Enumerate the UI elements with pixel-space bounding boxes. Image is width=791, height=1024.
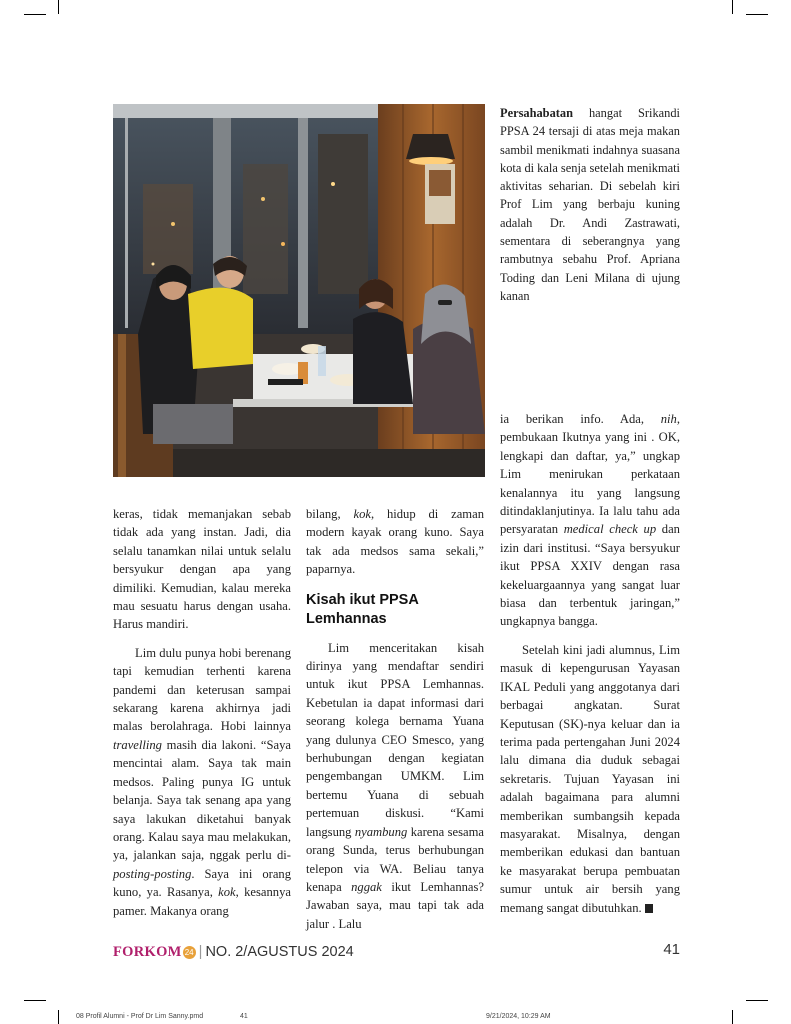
paragraph — [306, 639, 484, 934]
brand-badge: 24 — [183, 946, 196, 959]
text-column-1 — [113, 505, 291, 920]
italic-term: kok — [353, 507, 371, 521]
text-run: bilang, — [306, 507, 354, 521]
photo-caption — [500, 104, 680, 305]
issue-label: NO. 2/AGUSTUS 2024 — [205, 944, 354, 960]
group-dinner-photo — [113, 104, 485, 477]
italic-term: kok — [218, 885, 236, 900]
crop-mark — [24, 1000, 46, 1001]
paragraph — [306, 505, 484, 579]
text-run: , kesannya pamer. Makanya orang — [113, 885, 291, 918]
paragraph — [500, 641, 680, 917]
magazine-brand: FORKOM — [113, 944, 182, 960]
text-run: Setelah kini jadi alumnus, Lim masuk di kepengurusan Yayasan IKAL Peduli yang anggotanya dari berbagai angkatan. Surat Keputusan (SK)-nya keluar dan ia terima pada pertengahan Juni 2024 lalu dimana dia duduk sebagai sekretaris. Tujuan Yayasan ini adalah bagaimana para alumni memberikan sumbangsih kepada masyarakat. Misalnya, dengan memberikan edukasi dan bantuan ke masyarakat berupa pembuatan sumur untuk air bersih yang memang sangat dibutuhkan. — [500, 642, 680, 915]
crop-mark — [58, 1010, 59, 1024]
italic-term: nggak — [351, 879, 382, 894]
text-run: . Saya ini orang kuno, ya. Rasanya, — [113, 866, 291, 900]
italic-term: nih — [660, 412, 677, 426]
text-run: , hidup di zaman modern kayak orang kuno. Saya tak ada medsos sama sekali,” paparnya. — [306, 507, 484, 577]
paragraph — [113, 644, 291, 920]
crop-mark — [732, 0, 733, 14]
text-run: masih dia lakoni. “Saya mencintai alam. Saya tak main medsos. Paling punya IG untuk belanja. Saya tak senang apa yang saya lakukan diketahui banyak orang. Kalau saya mau melakukan, ya, jalankan saja, nggak perlu di- — [113, 737, 291, 863]
crop-mark — [58, 0, 59, 14]
text-run: , pembukaan Ikutnya yang ini . OK, lengkapi dan daftar, ya,” ungkap Lim menirukan perkataan kenalannya itu yang langsung ditindaklanjutinya. Ia lalu tahu ada persyaratan — [500, 412, 680, 537]
section-subheading: Kisah ikut PPSA Lemhannas — [306, 591, 419, 627]
text-run: ikut Lemhannas? Jawaban saya, mau tapi tak ada jalur . Lalu — [306, 879, 485, 931]
slug-page: 41 — [240, 1013, 248, 1020]
footer-separator: | — [198, 944, 203, 960]
slug-date: 9/21/2024, 10:29 AM — [486, 1013, 551, 1020]
crop-mark — [732, 1010, 733, 1024]
text-run: dan izin dari institusi. “Saya bersyukur ikut PPSA XXIV dengan rasa kekeluargaannya yang sangat luar biasa dan terbentuk jaringan,” ungkapnya bangga. — [500, 522, 680, 629]
crop-mark — [746, 14, 768, 15]
italic-term: medical check up — [563, 522, 657, 537]
text-column-3 — [500, 410, 680, 917]
paragraph: keras, tidak memanjakan sebab tidak ada yang instan. Jadi, dia selalu tanamkan nilai untuk selalu bersyukur dengan apa yang dimiliki. Kemudian, kalau mereka mau sesuatu harus dengan usaha. Harus mandiri. — [113, 507, 291, 632]
running-footer — [113, 944, 354, 961]
text-run: ia berikan info. Ada, — [500, 412, 661, 426]
text-run: karena sesama orang Sunda, terus berhubungan telepon via WA. Beliau tanya kenapa — [306, 824, 484, 894]
page-number: 41 — [663, 941, 680, 958]
text-column-2 — [306, 505, 484, 933]
italic-term: travelling — [113, 737, 162, 752]
crop-mark — [24, 14, 46, 15]
crop-mark — [746, 1000, 768, 1001]
italic-term: posting-posting — [113, 866, 192, 881]
paragraph — [500, 410, 680, 631]
caption-lead: Persahabatan — [500, 106, 573, 120]
italic-term: nyambung — [354, 824, 408, 839]
text-run: Lim menceritakan kisah dirinya yang mendaftar sendiri untuk ikut PPSA Lemhannas. Kebetulan ia dapat informasi dari seorang kolega bernama Yuana yang dulunya CEO Smesco, yang berhubungan dengan kegiatan pengembangan UMKM. Lim bertemu Yuana di sebuah pertemuan diskusi. “Kami langsung — [306, 640, 484, 839]
text-run: Lim dulu punya hobi berenang tapi kemudian terhenti karena pandemi dan keterusan sampai sekarang karena akhirnya jadi malas berolahraga. Hobi lainnya — [113, 645, 291, 734]
end-of-article-mark — [645, 904, 653, 913]
slug-file-name: 08 Profil Alumni - Prof Dr Lim Sanny.pmd — [76, 1013, 204, 1020]
caption-text: hangat Srikandi PPSA 24 tersaji di atas meja makan sambil menikmati indahnya suasana kota di kala senja setelah menikmati aktivitas seharian. Di sebelah kiri Prof Lim yang berbaju kuning adalah Dr. Andi Zastrawati, sementara di seberangnya yang rambutnya sebahu Prof. Apriana Toding dan Leni Milana di ujung kanan — [500, 106, 680, 303]
